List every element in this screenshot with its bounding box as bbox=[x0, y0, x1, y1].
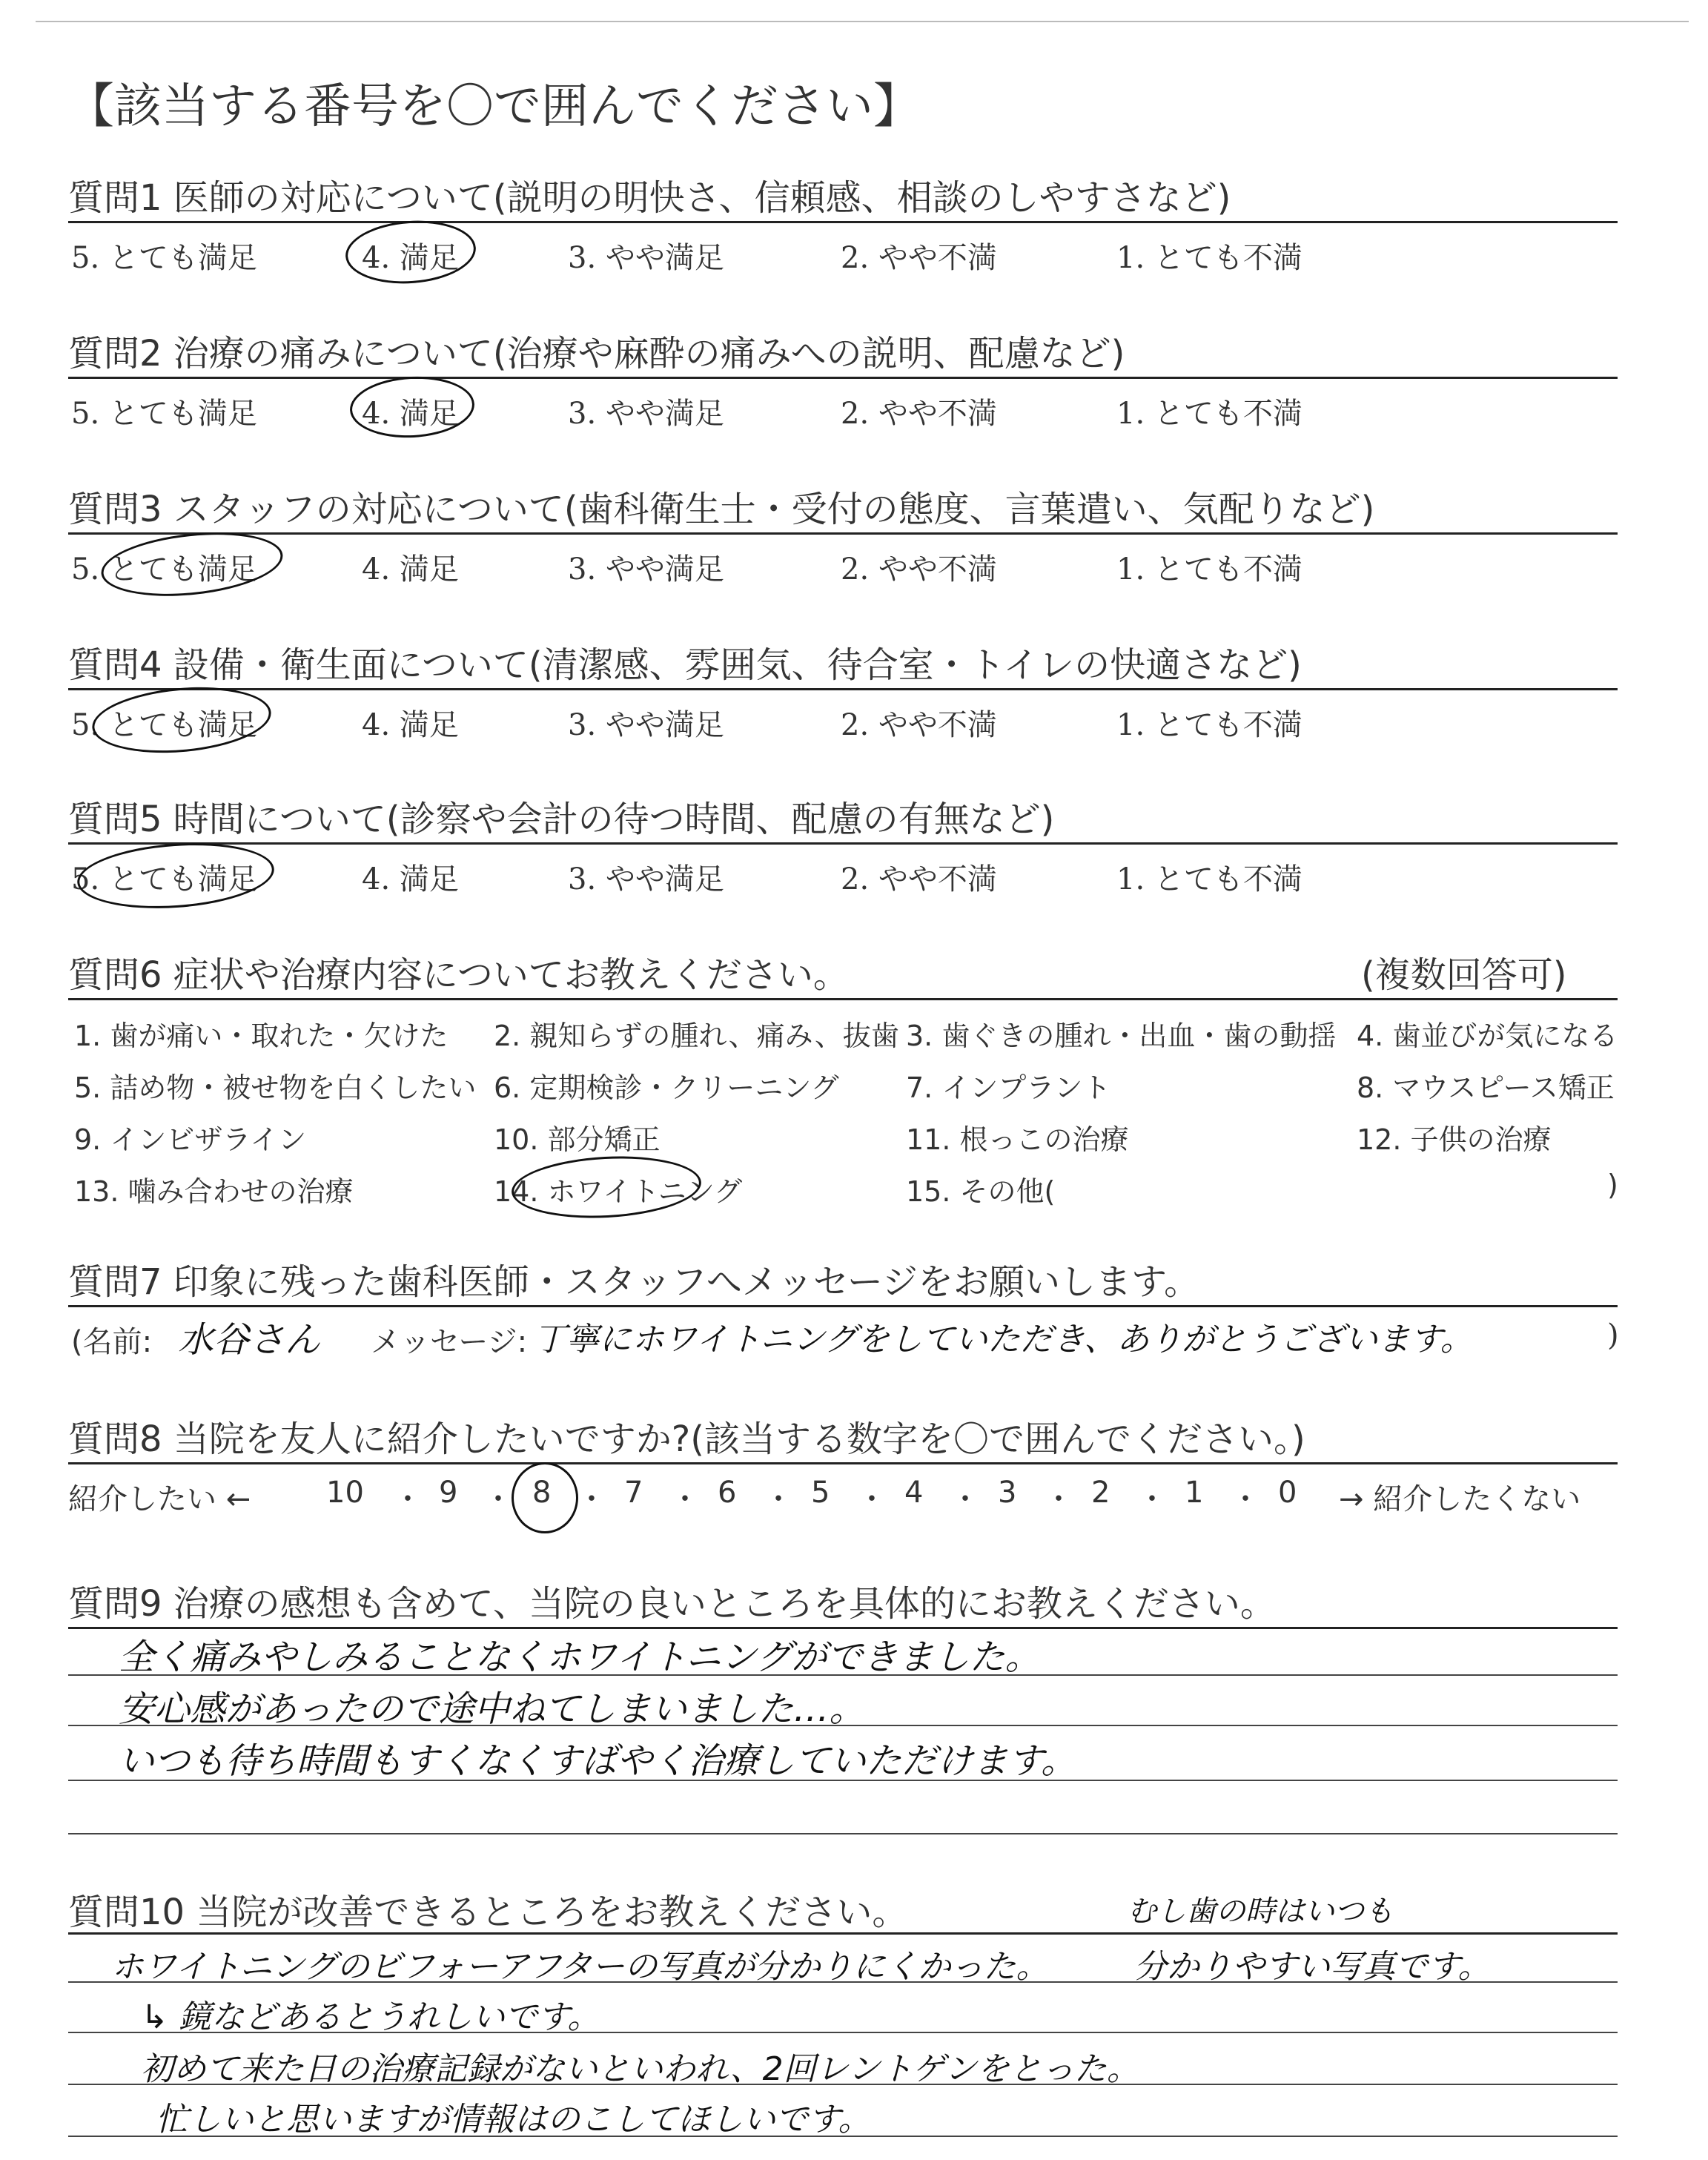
q8-sep: ・ bbox=[670, 1482, 700, 1516]
q2-title: 質問2 治療の痛みについて(治療や麻酔の痛みへの説明、配慮など) bbox=[68, 333, 1125, 374]
page-heading: 【該当する番号を〇で囲んでください】 bbox=[67, 79, 921, 134]
q8-scale-9[interactable]: 9 bbox=[439, 1476, 458, 1510]
q8-left-label: 紹介したい ← bbox=[68, 1482, 251, 1516]
q1-title: 質問1 医師の対応について(説明の明快さ、信頼感、相談のしやすさなど) bbox=[68, 177, 1231, 219]
q10-answer-line-4[interactable]: 忙しいと思いますが情報はのこしてほしいです。 bbox=[156, 2101, 871, 2138]
q7-name-value[interactable]: 水谷さん bbox=[178, 1319, 321, 1361]
q4-selection-circle bbox=[90, 681, 274, 760]
q6-item-7[interactable]: 7. インプラント bbox=[906, 1071, 1111, 1104]
q7-name-label: (名前: bbox=[71, 1325, 153, 1359]
q8-sep: ・ bbox=[1044, 1482, 1073, 1516]
q8-sep: ・ bbox=[577, 1482, 606, 1516]
q5-rule bbox=[68, 842, 1618, 845]
q6-item-8[interactable]: 8. マウスピース矯正 bbox=[1357, 1071, 1615, 1104]
q2-option-2[interactable]: 2. やや不満 bbox=[841, 397, 997, 431]
q6-item-1[interactable]: 1. 歯が痛い・取れた・欠けた bbox=[74, 1020, 448, 1052]
q8-scale-5[interactable]: 5 bbox=[811, 1476, 830, 1510]
q6-item-2[interactable]: 2. 親知らずの腫れ、痛み、抜歯 bbox=[494, 1020, 899, 1052]
q6-item-6[interactable]: 6. 定期検診・クリーニング bbox=[494, 1071, 839, 1104]
q6-item-12[interactable]: 12. 子供の治療 bbox=[1357, 1123, 1552, 1156]
top-border bbox=[36, 21, 1689, 22]
q6-item-10[interactable]: 10. 部分矯正 bbox=[494, 1123, 661, 1156]
q1-option-3[interactable]: 3. やや満足 bbox=[568, 241, 724, 275]
q10-rule bbox=[68, 1932, 1618, 1935]
q8-scale-8[interactable]: 8 bbox=[532, 1476, 552, 1510]
q8-sep: ・ bbox=[483, 1482, 513, 1516]
q8-scale-0[interactable]: 0 bbox=[1278, 1476, 1297, 1510]
q6-item-11[interactable]: 11. 根っこの治療 bbox=[906, 1123, 1129, 1156]
q2-option-4[interactable]: 4. 満足 bbox=[362, 397, 459, 431]
q6-item-14[interactable]: 14. ホワイトニング bbox=[494, 1175, 743, 1208]
q8-sep: ・ bbox=[764, 1482, 793, 1516]
q9-answer-line-2[interactable]: 安心感があったので途中ねてしまいました…。 bbox=[119, 1688, 865, 1730]
q10-answer-line-3[interactable]: 初めて来た日の治療記録がないといわれ、2回レントゲンをとった。 bbox=[141, 2050, 1139, 2088]
q6-item-4[interactable]: 4. 歯並びが気になる bbox=[1357, 1020, 1618, 1052]
q5-title: 質問5 時間について(診察や会計の待つ時間、配慮の有無など) bbox=[68, 799, 1055, 840]
q8-sep: ・ bbox=[1231, 1482, 1260, 1516]
q1-rule bbox=[68, 221, 1618, 223]
q3-option-2[interactable]: 2. やや不満 bbox=[841, 552, 997, 587]
q6-item-15-close: ) bbox=[1607, 1169, 1618, 1201]
q5-option-3[interactable]: 3. やや満足 bbox=[568, 862, 724, 896]
q1-option-5[interactable]: 5. とても満足 bbox=[71, 241, 257, 275]
q9-answer-line-3[interactable]: いつも待ち時間もすくなくすばやく治療していただけます。 bbox=[119, 1740, 1077, 1782]
q9-title: 質問9 治療の感想も含めて、当院の良いところを具体的にお教えください。 bbox=[68, 1583, 1276, 1625]
q4-option-2[interactable]: 2. やや不満 bbox=[841, 708, 997, 742]
q6-item-13[interactable]: 13. 噛み合わせの治療 bbox=[74, 1175, 354, 1208]
q1-option-2[interactable]: 2. やや不満 bbox=[841, 241, 997, 275]
q4-option-1[interactable]: 1. とても不満 bbox=[1116, 708, 1302, 742]
q4-rule bbox=[68, 688, 1618, 690]
q8-scale-1[interactable]: 1 bbox=[1185, 1476, 1204, 1510]
q4-option-5[interactable]: 5. とても満足 bbox=[71, 708, 257, 742]
q6-title: 質問6 症状や治療内容についてお教えください。 bbox=[68, 954, 849, 996]
q8-scale-6[interactable]: 6 bbox=[718, 1476, 737, 1510]
q8-scale-10[interactable]: 10 bbox=[326, 1476, 364, 1510]
q7-message-value[interactable]: 丁寧にホワイトニングをしていただき、ありがとうございます。 bbox=[534, 1321, 1473, 1358]
q8-scale-2[interactable]: 2 bbox=[1091, 1476, 1110, 1510]
q9-line-4 bbox=[68, 1833, 1618, 1834]
q7-message-label: メッセージ: bbox=[371, 1325, 528, 1359]
q7-rule bbox=[68, 1305, 1618, 1307]
q5-option-2[interactable]: 2. やや不満 bbox=[841, 862, 997, 896]
q8-scale-3[interactable]: 3 bbox=[998, 1476, 1017, 1510]
q1-option-4[interactable]: 4. 満足 bbox=[362, 241, 459, 275]
q1-selection-circle bbox=[343, 217, 477, 288]
q8-rule bbox=[68, 1462, 1618, 1464]
q3-option-3[interactable]: 3. やや満足 bbox=[568, 552, 724, 587]
q6-item-9[interactable]: 9. インビザライン bbox=[74, 1123, 307, 1156]
q8-sep: ・ bbox=[950, 1482, 980, 1516]
q9-line-3 bbox=[68, 1780, 1618, 1781]
q3-option-4[interactable]: 4. 満足 bbox=[362, 552, 459, 587]
q8-sep: ・ bbox=[393, 1482, 423, 1516]
q4-title: 質問4 設備・衛生面について(清潔感、雰囲気、待合室・トイレの快適さなど) bbox=[68, 644, 1302, 686]
q5-selection-circle bbox=[75, 837, 276, 914]
q10-line-2 bbox=[68, 2032, 1618, 2033]
q6-note: (複数回答可) bbox=[1361, 954, 1567, 996]
q3-rule bbox=[68, 532, 1618, 535]
q9-line-2 bbox=[68, 1725, 1618, 1726]
q5-option-4[interactable]: 4. 満足 bbox=[362, 862, 459, 896]
q4-option-4[interactable]: 4. 満足 bbox=[362, 708, 459, 742]
q8-sep: ・ bbox=[857, 1482, 887, 1516]
q8-selection-circle bbox=[512, 1462, 578, 1533]
q5-option-5[interactable]: 5. とても満足 bbox=[71, 862, 257, 896]
q10-line-3 bbox=[68, 2084, 1618, 2085]
q10-line-4 bbox=[68, 2136, 1618, 2137]
q6-item-3[interactable]: 3. 歯ぐきの腫れ・出血・歯の動揺 bbox=[906, 1020, 1337, 1052]
q10-answer-line-2[interactable]: ↳ 鏡などあるとうれしいです。 bbox=[141, 1998, 600, 2036]
q8-right-label: → 紹介したくない bbox=[1339, 1482, 1581, 1516]
q2-rule bbox=[68, 377, 1618, 379]
q9-line-1 bbox=[68, 1674, 1618, 1676]
q6-item-5[interactable]: 5. 詰め物・被せ物を白くしたい bbox=[74, 1071, 477, 1104]
q2-option-1[interactable]: 1. とても不満 bbox=[1116, 397, 1302, 431]
q3-option-5[interactable]: 5. とても満足 bbox=[71, 552, 257, 587]
q6-item-15[interactable]: 15. その他( bbox=[906, 1175, 1056, 1208]
q8-scale-4[interactable]: 4 bbox=[904, 1476, 924, 1510]
q8-sep: ・ bbox=[1137, 1482, 1167, 1516]
q2-option-5[interactable]: 5. とても満足 bbox=[71, 397, 257, 431]
q8-title: 質問8 当院を友人に紹介したいですか?(該当する数字を〇で囲んでください。) bbox=[68, 1418, 1305, 1460]
q10-answer-line-1[interactable]: ホワイトニングのビフォーアフターの写真が分かりにくかった。 bbox=[111, 1948, 1049, 1986]
q1-option-1[interactable]: 1. とても不満 bbox=[1116, 241, 1302, 275]
q5-option-1[interactable]: 1. とても不満 bbox=[1116, 862, 1302, 896]
q10-answer-line-1-tail[interactable]: 分かりやすい写真です。 bbox=[1134, 1948, 1491, 1986]
q7-title: 質問7 印象に残った歯科医師・スタッフへメッセージをお願いします。 bbox=[68, 1261, 1200, 1303]
q6-rule bbox=[68, 998, 1618, 1000]
q10-note-above[interactable]: むし歯の時はいつも bbox=[1127, 1895, 1394, 1929]
q4-option-3[interactable]: 3. やや満足 bbox=[568, 708, 724, 742]
q2-option-3[interactable]: 3. やや満足 bbox=[568, 397, 724, 431]
q9-answer-line-1[interactable]: 全く痛みやしみることなくホワイトニングができました。 bbox=[119, 1636, 1041, 1678]
q8-scale-7[interactable]: 7 bbox=[624, 1476, 643, 1510]
q3-selection-circle bbox=[98, 524, 285, 604]
q10-line-1 bbox=[68, 1981, 1618, 1983]
q3-title: 質問3 スタッフの対応について(歯科衛生士・受付の態度、言葉遣い、気配りなど) bbox=[68, 489, 1375, 530]
q6-selection-circle bbox=[510, 1152, 703, 1222]
q3-option-1[interactable]: 1. とても不満 bbox=[1116, 552, 1302, 587]
q10-title: 質問10 当院が改善できるところをお教えください。 bbox=[68, 1892, 908, 1933]
q7-close-paren: ) bbox=[1607, 1318, 1619, 1353]
